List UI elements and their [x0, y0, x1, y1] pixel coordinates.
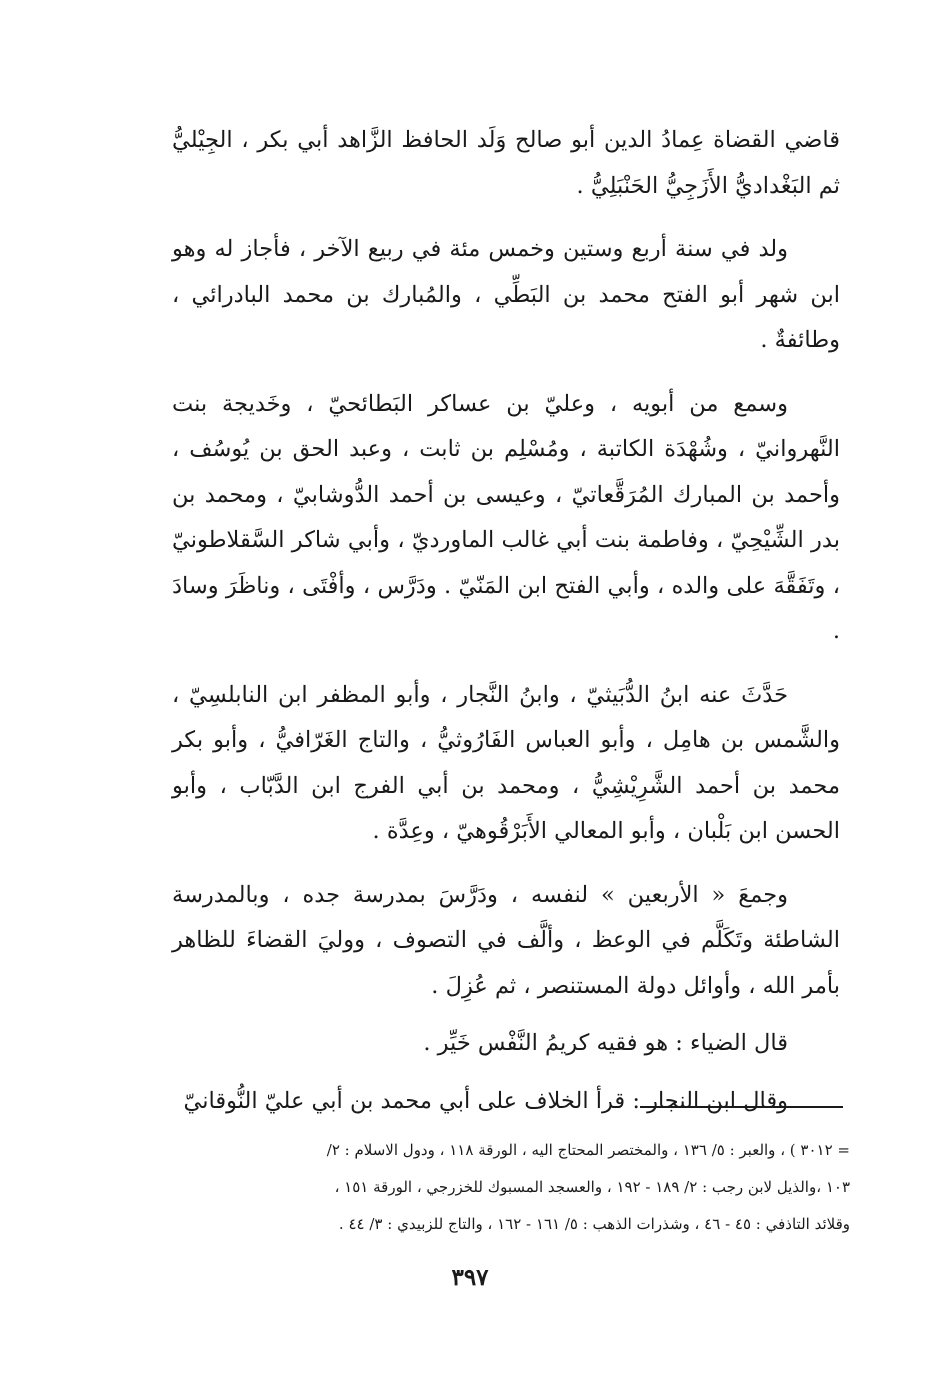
page-number: ٣٩٧ [451, 1264, 489, 1291]
footnote-divider [640, 1106, 843, 1108]
paragraph-birth: ولد في سنة أربع وستين وخمس مئة في ربيع الآخر ، فأجاز له وهو ابن شهر أبو الفتح محمد بن البَطِّي ، والمُبارك بن محمد البادرائي ، وطائفةٌ . [172, 236, 840, 353]
footnote-line: ١٠٣ ،والذيل لابن رجب : ٢/ ١٨٩ - ١٩٢ ، والعسجد المسبوك للخزرجي ، الورقة ١٥١ ، [334, 1178, 850, 1196]
footnote-line: = ٣٠١٢ ) ، والعبر : ٥/ ١٣٦ ، والمختصر المحتاج اليه ، الورقة ١١٨ ، ودول الاسلام : ٢/ [326, 1141, 850, 1159]
paragraph-name-lineage: قاضي القضاة عِمادُ الدين أبو صالح وَلَد الحافظ الزَّاهد أبي بكر ، الجِيْليُّ ثم البَغْداديُّ الأَزَجِيُّ الحَنْبَلِيُّ . [172, 127, 840, 199]
paragraph-diya-quote: قال الضياء : هو فقيه كريمُ النَّفْس خَيِّر . [423, 1030, 788, 1056]
footnote-line: وقلائد التاذفي : ٤٥ - ٤٦ ، وشذرات الذهب : ٥/ ١٦١ - ١٦٢ ، والتاج للزبيدي : ٣/ ٤٤ . [338, 1215, 850, 1233]
footnotes [170, 1132, 850, 1243]
paragraph-students: حَدَّثَ عنه ابنُ الدُّبَيثيّ ، وابنُ النَّجار ، وأبو المظفر ابن النابلسِيّ ، والشَّمس بن هامِل ، وأبو العباس الفَارُوثيُّ ، والتاج الغَرّافيُّ ، وأبو بكر محمد بن أحمد الشَّرِيْشِيُّ ، ومحمد بن أبي الفرج ابن الدَّبّاب ، وأبو الحسن ابن بَلْبان ، وأبو المعالي الأَبَرْقُوهيّ ، وعِدَّة . [172, 681, 840, 844]
main-text-body [172, 118, 840, 1142]
paragraph-works: وجمعَ « الأربعين » لنفسه ، ودَرَّسَ بمدرسة جده ، وبالمدرسة الشاطئة وتَكَلَّم في الوعظ ، وألَّف في التصوف ، ووليَ القضاءَ للظاهر بأمر الله ، وأوائل دولة المستنصر ، ثم عُزِلَ . [172, 881, 840, 999]
paragraph-ibn-najjar-quote: وقال ابن النجار : قرأ الخلاف على أبي محمد بن أبي عليّ النُّوقانيّ [183, 1087, 788, 1114]
paragraph-teachers: وسمع من أبويه ، وعليّ بن عساكر البَطائحيّ ، وخَديجة بنت النَّهروانيّ ، وشُهْدَة الكاتبة ، ومُسْلِم بن ثابت ، وعبد الحق بن يُوسُف ، وأحمد بن المبارك المُرَقَّعاتيّ ، وعيسى بن أحمد الدُّوشابيّ ، ومحمد بن بدر الشِّيْحِيّ ، وفاطمة بنت أبي غالب الماورديّ ، وأبي شاكر السَّقلاطونيّ ، وتَفَقَّهَ على والده ، وأبي الفتح ابن المَنّيّ . ودَرَّس ، وأفْتَى ، وناظَرَ وسادَ . [172, 390, 840, 644]
